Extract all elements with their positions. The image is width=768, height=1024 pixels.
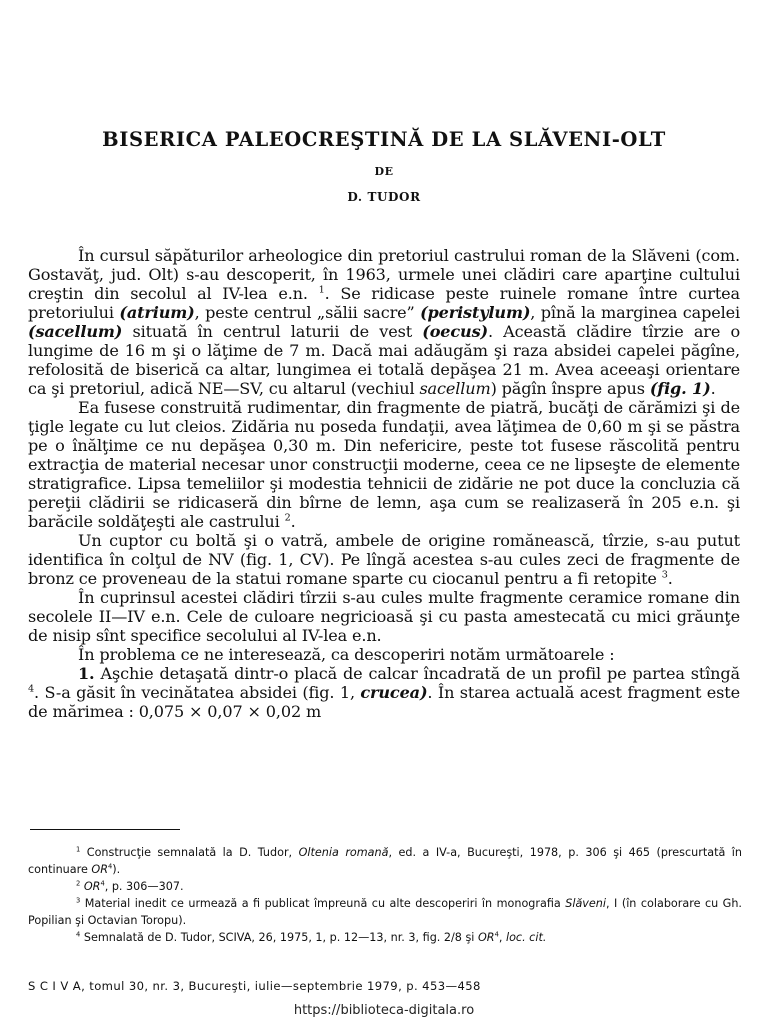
paragraph-6: 1. Aşchie detaşată dintr-o placă de calcar încadrată de un profil pe partea stîngă $^4$. S-a găsit în vecinătatea absidei (fig. 1, crucea). În starea actuală acest fragment este de mărimea : 0,075 × 0,07 × 0,02 m <box>28 664 740 721</box>
byline-de: DE <box>374 165 394 178</box>
footnote-ref: 3 <box>661 569 668 581</box>
footnotes <box>28 844 742 946</box>
paragraph-2: Ea fusese construită rudimentar, din fragmente de piatră, bucăţi de cărămizi şi de ţigle legate cu lut cleios. Zidăria nu poseda fundaţii, avea lăţimea de 0,60 m şi se păstra pe o înălţime ce nu depăşea 0,30 m. Din nefericire, peste tot fusese răscolită pentru extracţia de material necesar unor construcţii moderne, ceea ce ne lipseşte de elemente stratigrafice. Lipsa temeliilor şi modestia tehnicii de zidărie ne pot duce la concluzia că pereţii clădirii se ridicaseră din bîrne de lemn, aşa cum se realizaseră în 205 e.n. şi barăcile soldăţeşti ale castrului $^2$. <box>28 398 740 531</box>
footnote-ref: 2 <box>284 512 291 524</box>
journal-citation: S C I V A, tomul 30, nr. 3, Bucureşti, iulie—septembrie 1979, p. 453—458 <box>28 979 481 993</box>
paragraph-4: În cuprinsul acestei clădiri tîrzii s-au cules multe fragmente ceramice romane din secolele II—IV e.n. Cele de culoare negricioasă şi cu pasta amestecată cu mici grăunţe de nisip sînt specifice secolului al IV-lea e.n. <box>28 588 740 645</box>
article-title: BISERICA PALEOCREŞTINĂ DE LA SLĂVENI-OLT <box>102 128 666 151</box>
footnote-3: $^3$ Material inedit ce urmează a fi publicat împreună cu alte descoperiri în monografia Slăveni, I (în colaborare cu Gh. Popilian şi Octavian Toropu). <box>28 896 742 927</box>
footnote-2: $^2$ $OR^4$, p. 306—307. <box>76 879 184 893</box>
footnote-ref: 4 <box>28 683 34 695</box>
footnote-1: $^1$ Construcţie semnalată la D. Tudor, Oltenia romană, ed. a IV-a, Bucureşti, 1978, p. 306 şi 465 (prescurtată în continuare $OR^4$). <box>28 845 742 876</box>
footnote-ref: 1 <box>318 284 325 296</box>
source-url[interactable]: https://biblioteca-digitala.ro <box>293 1003 475 1018</box>
article-author: D. TUDOR <box>347 190 421 204</box>
paragraph-5: În problema ce ne interesează, ca descoperiri notăm următoarele : <box>78 645 615 664</box>
article-body <box>28 246 740 721</box>
footnote-separator <box>30 829 180 830</box>
paragraph-1: În cursul săpăturilor arheologice din pretoriul castrului roman de la Slăveni (com. Gostavăţ, jud. Olt) s-au descoperit, în 1963, urmele unei clădiri care aparţine cultului creştin din secolul al IV-lea e.n. $^1$. Se ridicase peste ruinele romane între curtea pretoriului (atrium), peste centrul „sălii sacre” (peristylum), pînă la marginea capelei (sacellum) situată în centrul laturii de vest (oecus). Această clădire tîrzie are o lungime de 16 m şi o lăţime de 7 m. Dacă mai adăugăm şi raza absidei capelei păgîne, refolosită de biserică ca altar, lungimea ei totală depăşea 21 m. Avea aceeaşi orientare ca şi pretoriul, adică NE—SV, cu altarul (vechiul sacellum) păgîn înspre apus (fig. 1). <box>28 246 740 398</box>
paragraph-3: Un cuptor cu boltă şi o vatră, ambele de origine romănească, tîrzie, s-au putut identifica în colţul de NV (fig. 1, CV). Pe lîngă acestea s-au cules zeci de fragmente de bronz ce proveneau de la statui romane sparte cu ciocanul pentru a fi retopite $^3$. <box>28 531 740 588</box>
footnote-4: $^4$ Semnalată de D. Tudor, SCIVA, 26, 1975, 1, p. 12—13, nr. 3, fig. 2/8 şi $OR^4$, loc. cit. <box>76 930 547 944</box>
